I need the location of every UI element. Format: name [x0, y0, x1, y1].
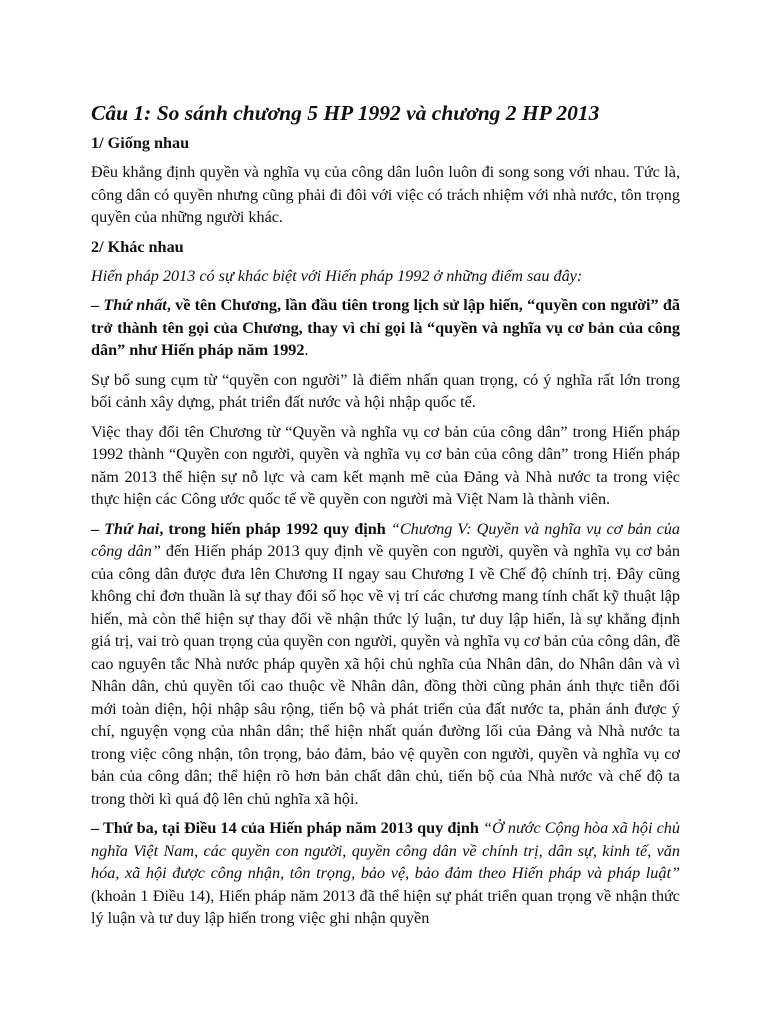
paragraph-human-rights-addition: Sự bổ sung cụm từ “quyền con người” là điểm nhấn quan trọng, có ý nghĩa rất lớn trong bối cảnh xây dựng, phát triển đất nước và hội nhập quốc tế. — [91, 370, 680, 411]
third-point-text: (khoản 1 Điều 14), Hiến pháp năm 2013 đã thể hiện sự phát triển quan trọng về nhận thức lý luận và tư duy lập hiến trong việc ghi nhận quyền — [91, 886, 680, 927]
third-point-quote: “Ở nước Cộng hòa xã hội chủ nghĩa Việt Nam, các quyền con người, quyền công dân về chính trị, dân sự, kinh tế, văn hóa, xã hội được công nhận, tôn trọng, bảo vệ, bảo đảm theo Hiến pháp và pháp luật” — [91, 819, 680, 882]
second-point-bold-text: , trong hiến pháp 1992 quy định — [159, 519, 391, 538]
page-title: Câu 1: So sánh chương 5 HP 1992 và chương 2 HP 2013 — [91, 101, 600, 125]
section-heading-differences: 2/ Khác nhau — [91, 237, 184, 256]
first-point-text: , về tên Chương, lần đầu tiên trong lịch sử lập hiến, “quyền con người” đã trở thành tên gọi của Chương, thay vì chỉ gọi là “quyền và nghĩa vụ cơ bản của công dân” như Hiến pháp năm 1992 — [91, 296, 681, 359]
first-point-dash: – — [91, 296, 104, 314]
second-point-quote: “Chương V: Quyền và nghĩa vụ cơ bản của công dân” — [91, 519, 681, 560]
section-heading-similarities: 1/ Giống nhau — [91, 134, 190, 152]
first-point-lead: Thứ nhất — [103, 296, 167, 314]
first-point-end: . — [304, 341, 309, 359]
second-point-dash: – — [91, 519, 105, 538]
paragraph-differences-intro: Hiến pháp 2013 có sự khác biệt với Hiến pháp 1992 ở những điểm sau đây: — [91, 266, 583, 285]
third-point-bold-text: – Thứ ba, tại Điều 14 của Hiến pháp năm 2013 quy định — [91, 819, 484, 837]
paragraph-second-point — [91, 518, 680, 811]
paragraph-third-point — [91, 817, 680, 930]
paragraph-chapter-rename: Việc thay đổi tên Chương từ “Quyền và nghĩa vụ cơ bản của công dân” trong Hiến pháp 1992 thành “Quyền con người, quyền và nghĩa vụ cơ bản của công dân” trong Hiến pháp năm 2013 thể hiện sự nỗ lực và cam kết mạnh mẽ của Đảng và Nhà nước ta trong việc thực hiện các Công ước quốc tế về quyền con người mà Việt Nam là thành viên. — [91, 422, 680, 508]
paragraph-first-point — [91, 294, 680, 362]
paragraph-similarities: Đều khẳng định quyền và nghĩa vụ của công dân luôn luôn đi song song với nhau. Tức là, công dân có quyền nhưng cũng phải đi đôi với việc có trách nhiệm với nhà nước, tôn trọng quyền của những người khác. — [91, 163, 680, 226]
second-point-lead: Thứ hai — [104, 519, 160, 538]
second-point-text: đến Hiến pháp 2013 quy định về quyền con người, quyền và nghĩa vụ cơ bản của công dân được đưa lên Chương II ngay sau Chương I về Chế độ chính trị. Đây cũng không chỉ đơn thuần là sự thay đổi số học về vị trí các chương mang tính chất kỹ thuật lập hiến, mà còn thể hiện sự thay đổi về nhận thức lý luận, tư duy lập hiến, là sự khẳng định giá trị, vai trò quan trọng của quyền con người, quyền và nghĩa vụ cơ bản của công dân, đề cao nguyên tắc Nhà nước pháp quyền xã hội chủ nghĩa của Nhân dân, do Nhân dân và vì Nhân dân, chủ quyền tối cao thuộc về Nhân dân, đồng thời cũng phản ánh thực tiễn đổi mới toàn diện, hội nhập sâu rộng, tiến bộ và phát triển của đất nước ta, phản ánh được ý chí, nguyện vọng của nhân dân; thể hiện nhất quán đường lối của Đảng và Nhà nước ta trong việc công nhận, tôn trọng, bảo đảm, bảo vệ quyền con người, quyền và nghĩa vụ cơ bản của công dân; thể hiện rõ hơn bản chất dân chủ, tiến bộ của Nhà nước và chế độ ta trong thời kì quá độ lên chủ nghĩa xã hội. — [91, 542, 681, 808]
